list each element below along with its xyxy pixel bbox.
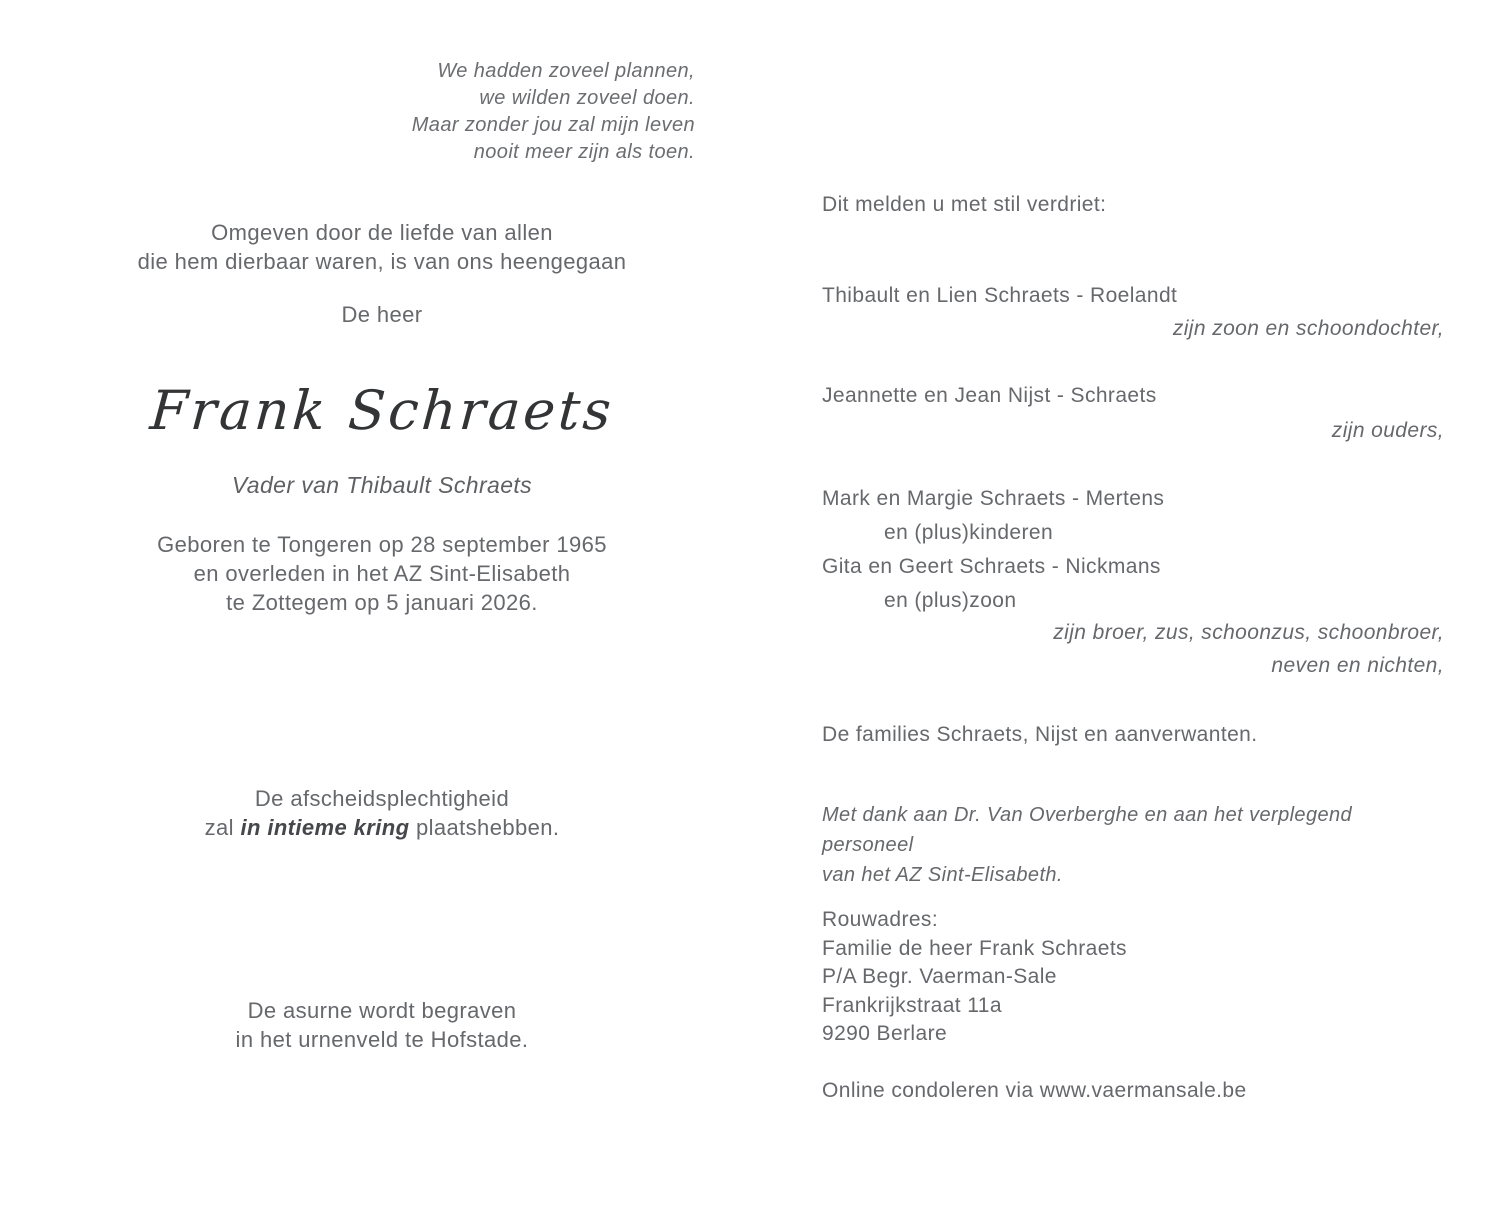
ceremony-notice xyxy=(42,784,722,842)
poem-line: We hadden zoveel plannen, xyxy=(437,60,695,82)
thanks-note xyxy=(822,800,1444,890)
family-entry-relation xyxy=(822,616,1444,682)
ceremony-emphasis: in intieme kring xyxy=(240,815,410,840)
ceremony-prefix: zal xyxy=(204,815,241,840)
thanks-line: Met dank aan Dr. Van Overberghe en aan het verplegend personeel xyxy=(822,804,1353,856)
family-relation-line: zijn ouders, xyxy=(1331,419,1444,442)
mourning-address-line: P/A Begr. Vaerman-Sale xyxy=(822,965,1057,988)
ceremony-suffix: plaatshebben. xyxy=(409,815,560,840)
ceremony-line: De afscheidsplechtigheid xyxy=(254,786,510,811)
poem-line: Maar zonder jou zal mijn leven xyxy=(411,114,695,136)
mourning-address xyxy=(822,906,1444,1049)
family-relation-line: zijn zoon en schoondochter, xyxy=(1172,317,1444,340)
mourning-address-label: Rouwadres: xyxy=(822,908,939,931)
poem-line: we wilden zoveel doen. xyxy=(479,87,695,109)
intro-line: die hem dierbaar waren, is van ons heengegaan xyxy=(137,249,627,274)
burial-line: De asurne wordt begraven xyxy=(247,998,517,1023)
family-entry-names xyxy=(822,281,1444,311)
family-name-line: en (plus)zoon xyxy=(884,589,1017,612)
birth-death-dates xyxy=(42,530,722,617)
online-condolence-line: Online condoleren via www.vaermansale.be xyxy=(822,1079,1247,1102)
thanks-line: van het AZ Sint-Elisabeth. xyxy=(822,864,1063,886)
mourning-address-line: Familie de heer Frank Schraets xyxy=(822,936,1127,960)
poem-line: nooit meer zijn als toen. xyxy=(473,141,695,163)
family-name-line: Mark en Margie Schraets - Mertens xyxy=(822,487,1165,510)
family-name-line: en (plus)kinderen xyxy=(884,521,1054,544)
memorial-poem xyxy=(245,58,695,166)
life-dates-line: en overleden in het AZ Sint-Elisabeth xyxy=(193,561,571,586)
family-entry-relation xyxy=(822,416,1444,446)
deceased-name: Frank Schraets xyxy=(148,379,617,442)
family-relation-line: neven en nichten, xyxy=(1271,654,1444,677)
family-name-line: Jeannette en Jean Nijst - Schraets xyxy=(822,384,1157,407)
family-entry-names xyxy=(822,381,1444,411)
family-entry-names xyxy=(822,482,1444,618)
intro-line: Omgeven door de liefde van allen xyxy=(211,220,553,245)
relation-line: Vader van Thibault Schraets xyxy=(231,472,533,498)
families-line: De families Schraets, Nijst en aanverwanten. xyxy=(822,723,1258,746)
salutation: De heer xyxy=(341,302,423,327)
burial-line: in het urnenveld te Hofstade. xyxy=(235,1027,529,1052)
family-name-line: Thibault en Lien Schraets - Roelandt xyxy=(822,284,1178,307)
burial-notice xyxy=(42,996,722,1054)
mourning-address-line: Frankrijkstraat 11a xyxy=(822,993,1002,1017)
mourning-address-line: 9290 Berlare xyxy=(822,1022,948,1045)
ceremony-line xyxy=(42,813,722,842)
life-dates-line: Geboren te Tongeren op 28 september 1965 xyxy=(157,532,607,557)
family-name-line: Gita en Geert Schraets - Nickmans xyxy=(822,555,1161,578)
intro-text xyxy=(42,218,722,276)
life-dates-line: te Zottegem op 5 januari 2026. xyxy=(226,590,538,615)
family-relation-line: zijn broer, zus, schoonzus, schoonbroer, xyxy=(1053,621,1444,644)
announcement-line: Dit melden u met stil verdriet: xyxy=(822,193,1107,216)
family-entry-relation xyxy=(822,314,1444,344)
